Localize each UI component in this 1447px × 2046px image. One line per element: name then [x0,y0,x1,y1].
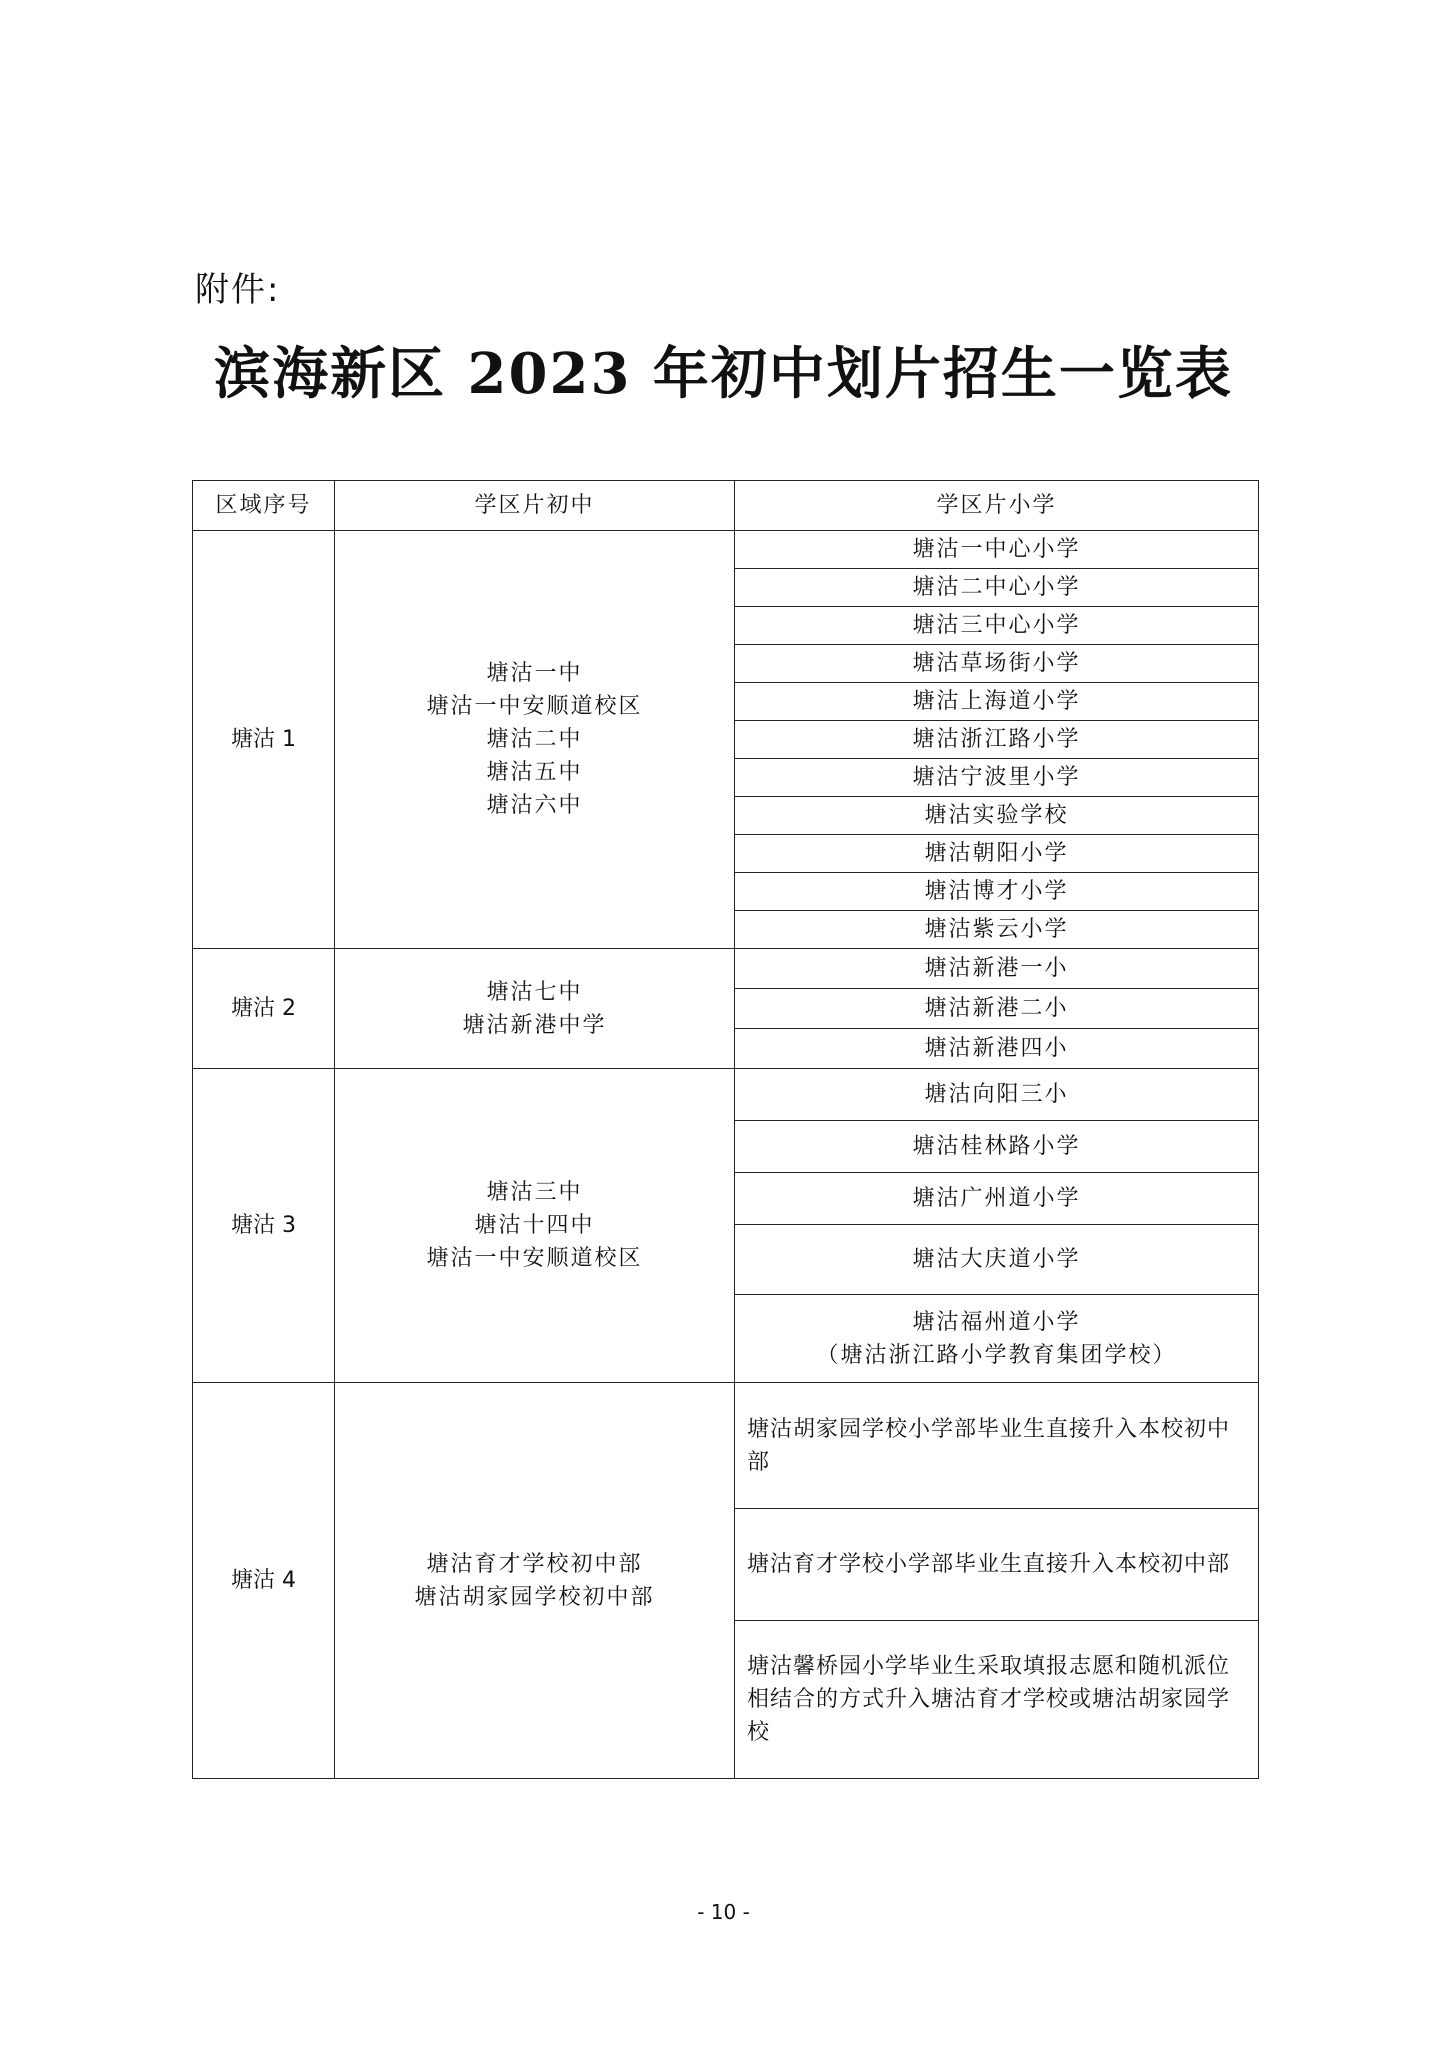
primary-school-cell: 塘沽大庆道小学 [735,1225,1259,1295]
middle-school-name: 塘沽育才学校初中部 [426,1551,643,1577]
primary-school-note-cell: 塘沽育才学校小学部毕业生直接升入本校初中部 [735,1509,1259,1621]
middle-schools-cell [335,1383,735,1779]
primary-school-cell: 塘沽浙江路小学 [735,721,1259,759]
middle-school-name: 塘沽五中 [486,760,583,785]
primary-school-cell [735,1295,1259,1383]
middle-schools-cell [335,949,735,1069]
table-row [193,531,1259,569]
primary-school-cell: 塘沽二中心小学 [735,569,1259,607]
region-cell: 塘沽 1 [193,531,335,949]
page-number: - 10 - [697,1900,750,1924]
middle-school-name: 塘沽六中 [486,793,583,818]
enrollment-table [192,480,1259,1779]
middle-school-name: 塘沽七中 [486,979,583,1005]
middle-schools-cell [335,531,735,949]
page-title: 滨海新区 2023 年初中划片招生一览表 [214,341,1233,407]
primary-school-cell: 塘沽上海道小学 [735,683,1259,721]
primary-school-cell: 塘沽向阳三小 [735,1069,1259,1121]
primary-school-note-cell: 塘沽胡家园学校小学部毕业生直接升入本校初中部 [735,1383,1259,1509]
column-header-middle-school: 学区片初中 [335,481,735,531]
middle-school-name: 塘沽一中 [486,661,583,686]
primary-school-cell: 塘沽紫云小学 [735,911,1259,949]
middle-school-name: 塘沽三中 [486,1180,583,1205]
table-header-row [193,481,1259,531]
attachment-label: 附件: [195,270,281,310]
primary-school-note: （塘沽浙江路小学教育集团学校） [816,1342,1177,1368]
primary-school-cell: 塘沽朝阳小学 [735,835,1259,873]
table-row [193,1383,1259,1509]
primary-school-note-cell: 塘沽馨桥园小学毕业生采取填报志愿和随机派位相结合的方式升入塘沽育才学校或塘沽胡家园学校 [735,1621,1259,1779]
middle-school-name: 塘沽十四中 [474,1213,595,1238]
primary-school-cell: 塘沽博才小学 [735,873,1259,911]
primary-school-cell: 塘沽广州道小学 [735,1173,1259,1225]
column-header-region: 区域序号 [193,481,335,531]
primary-school-cell: 塘沽实验学校 [735,797,1259,835]
primary-school-cell: 塘沽新港四小 [735,1029,1259,1069]
middle-school-name: 塘沽新港中学 [462,1012,607,1038]
primary-school-cell: 塘沽三中心小学 [735,607,1259,645]
primary-school-cell: 塘沽新港一小 [735,949,1259,989]
primary-school-cell: 塘沽一中心小学 [735,531,1259,569]
middle-school-name: 塘沽一中安顺道校区 [426,694,643,719]
column-header-primary-school: 学区片小学 [735,481,1259,531]
region-cell: 塘沽 3 [193,1069,335,1383]
primary-school-cell: 塘沽草场街小学 [735,645,1259,683]
region-cell: 塘沽 4 [193,1383,335,1779]
primary-school-cell: 塘沽新港二小 [735,989,1259,1029]
table-row [193,1069,1259,1121]
middle-schools-cell [335,1069,735,1383]
primary-school-cell: 塘沽宁波里小学 [735,759,1259,797]
middle-school-name: 塘沽二中 [486,727,583,752]
table-row [193,949,1259,989]
region-cell: 塘沽 2 [193,949,335,1069]
middle-school-name: 塘沽一中安顺道校区 [426,1246,643,1271]
primary-school-cell: 塘沽桂林路小学 [735,1121,1259,1173]
primary-school-name: 塘沽福州道小学 [912,1309,1081,1335]
middle-school-name: 塘沽胡家园学校初中部 [414,1584,655,1610]
